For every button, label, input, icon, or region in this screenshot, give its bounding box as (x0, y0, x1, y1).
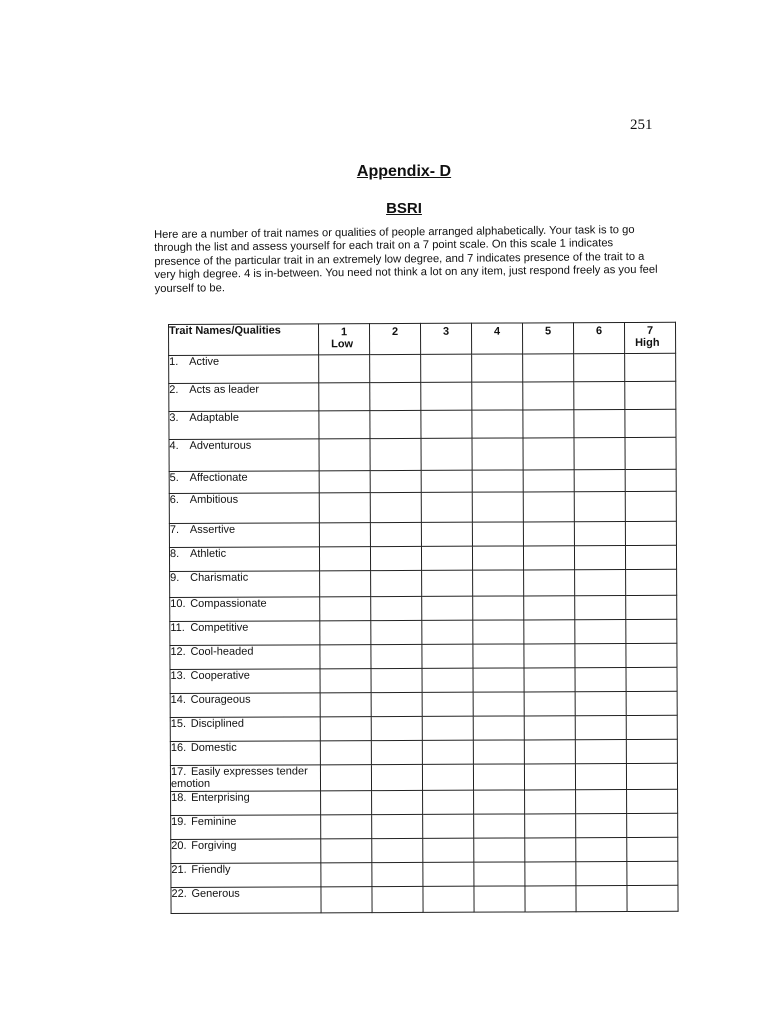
trait-name-cell (169, 439, 319, 472)
trait-number: 13. (170, 669, 186, 682)
rating-cell-7[interactable] (625, 521, 676, 545)
trait-number: 22. (171, 887, 187, 900)
trait-name-cell (171, 791, 321, 816)
trait-number: 5. (169, 471, 179, 484)
rating-cell-4[interactable] (474, 838, 525, 862)
trait-name-cell (170, 645, 320, 670)
rating-cell-4[interactable] (473, 644, 524, 668)
trait-label: Enterprising (191, 791, 250, 804)
rating-cell-4[interactable] (472, 546, 523, 570)
trait-name-cell (169, 493, 319, 524)
scale-header-3 (420, 323, 471, 354)
trait-label: Cooperative (190, 669, 250, 682)
rating-cell-7[interactable] (627, 885, 678, 911)
rating-cell-1[interactable] (320, 669, 371, 693)
rating-cell-1[interactable] (319, 383, 370, 411)
rating-cell-1[interactable] (319, 411, 370, 439)
rating-cell-4[interactable] (472, 492, 523, 522)
trait-label: Generous (191, 887, 240, 900)
rating-cell-4[interactable] (473, 716, 524, 740)
trait-number: 4. (169, 439, 179, 452)
rating-cell-6[interactable] (574, 546, 625, 570)
trait-label: Adventurous (189, 439, 252, 452)
rating-cell-5[interactable] (524, 740, 575, 764)
rating-cell-3[interactable] (423, 838, 474, 862)
rating-cell-4[interactable] (474, 862, 525, 886)
trait-number: 8. (169, 547, 180, 560)
rating-cell-2[interactable] (370, 382, 421, 410)
trait-label: Competitive (190, 621, 249, 634)
rating-cell-2[interactable] (372, 838, 423, 862)
rating-cell-4[interactable] (472, 470, 523, 492)
table-row (171, 813, 678, 839)
rating-cell-5[interactable] (523, 438, 574, 470)
rating-cell-4[interactable] (474, 814, 525, 838)
rating-cell-6[interactable] (576, 838, 627, 862)
rating-cell-3[interactable] (421, 382, 472, 410)
rating-cell-3[interactable] (422, 570, 473, 596)
rating-cell-7[interactable] (626, 763, 677, 789)
table-row (170, 569, 677, 597)
appendix-title: Appendix- D (356, 163, 452, 180)
page-number: 251 (630, 117, 653, 133)
trait-label: Assertive (189, 523, 236, 536)
trait-number: 9. (170, 571, 180, 584)
rating-cell-2[interactable] (371, 570, 422, 596)
trait-number: 18. (171, 791, 187, 804)
rating-cell-6[interactable] (575, 668, 626, 692)
rating-cell-3[interactable] (421, 354, 472, 382)
rating-cell-6[interactable] (574, 438, 625, 470)
rating-cell-2[interactable] (372, 862, 423, 886)
table-row (170, 595, 677, 621)
trait-number: 15. (170, 717, 187, 730)
rating-cell-6[interactable] (574, 492, 625, 522)
rating-cell-7[interactable] (626, 569, 677, 595)
scale-number: 6 (595, 325, 603, 338)
rating-cell-1[interactable] (319, 355, 370, 383)
rating-cell-4[interactable] (473, 764, 524, 790)
trait-name-cell (170, 717, 320, 742)
table-row (171, 789, 678, 815)
rating-cell-6[interactable] (574, 354, 625, 382)
trait-number: 7. (169, 523, 180, 536)
trait-name-cell (170, 669, 320, 694)
table-row (171, 861, 678, 887)
rating-cell-1[interactable] (320, 765, 371, 791)
rating-cell-1[interactable] (319, 439, 370, 471)
trait-name-cell (171, 815, 321, 840)
trait-label: Domestic (190, 741, 237, 754)
rating-cell-6[interactable] (575, 716, 626, 740)
trait-name-cell (171, 839, 321, 864)
table-row (170, 763, 677, 791)
rating-cell-1[interactable] (319, 493, 370, 523)
rating-cell-3[interactable] (422, 740, 473, 764)
rating-cell-4[interactable] (473, 668, 524, 692)
rating-cell-3[interactable] (423, 814, 474, 838)
rating-cell-2[interactable] (371, 668, 422, 692)
trait-number: 10. (170, 597, 186, 610)
rating-cell-3[interactable] (422, 764, 473, 790)
rating-cell-2[interactable] (370, 438, 421, 470)
trait-label: Charismatic (190, 571, 249, 584)
trait-name-cell (170, 597, 320, 622)
rating-cell-7[interactable] (625, 545, 676, 569)
rating-cell-7[interactable] (625, 353, 676, 381)
rating-cell-2[interactable] (370, 522, 421, 546)
rating-cell-2[interactable] (371, 596, 422, 620)
rating-cell-1[interactable] (320, 571, 371, 597)
table-row (169, 353, 676, 383)
trait-name-cell (169, 383, 319, 412)
table-row (170, 691, 677, 717)
rating-cell-7[interactable] (626, 691, 677, 715)
trait-name-cell (169, 547, 319, 572)
table-row (171, 885, 678, 913)
rating-cell-4[interactable] (473, 596, 524, 620)
rating-cell-2[interactable] (370, 354, 421, 382)
rating-cell-5[interactable] (523, 410, 574, 438)
rating-cell-1[interactable] (321, 887, 372, 913)
rating-cell-6[interactable] (576, 862, 627, 886)
rating-cell-5[interactable] (525, 814, 576, 838)
rating-cell-5[interactable] (525, 862, 576, 886)
scale-number: 4 (493, 325, 501, 338)
rating-cell-3[interactable] (421, 438, 472, 470)
table-header-row (169, 322, 676, 355)
rating-cell-7[interactable] (626, 595, 677, 619)
trait-label: Ambitious (189, 493, 239, 506)
trait-name-cell (170, 693, 320, 718)
rating-cell-4[interactable] (473, 570, 524, 596)
rating-cell-1[interactable] (321, 839, 372, 863)
rating-cell-6[interactable] (575, 764, 626, 790)
scale-word: High (635, 336, 660, 349)
scale-number: 1 (340, 326, 348, 339)
rating-cell-5[interactable] (524, 764, 575, 790)
rating-cell-2[interactable] (370, 492, 421, 522)
rating-cell-3[interactable] (421, 470, 472, 492)
rating-cell-3[interactable] (423, 886, 474, 912)
trait-name-cell (171, 863, 321, 888)
rating-cell-5[interactable] (524, 668, 575, 692)
table-row (169, 469, 676, 493)
trait-name-cell (169, 355, 319, 384)
rating-cell-1[interactable] (319, 523, 370, 547)
rating-cell-6[interactable] (574, 410, 625, 438)
rating-cell-1[interactable] (319, 547, 370, 571)
rating-cell-2[interactable] (370, 470, 421, 492)
rating-cell-6[interactable] (575, 620, 626, 644)
table-row (169, 521, 676, 547)
scale-number: 5 (544, 325, 552, 338)
trait-rows (169, 353, 678, 913)
scale-header-5 (522, 323, 573, 354)
rating-table (168, 322, 679, 914)
rating-cell-6[interactable] (576, 814, 627, 838)
rating-cell-2[interactable] (371, 716, 422, 740)
table-row (170, 643, 677, 669)
rating-cell-7[interactable] (626, 739, 677, 763)
trait-number: 6. (169, 493, 179, 506)
trait-label: Affectionate (189, 471, 248, 484)
rating-cell-5[interactable] (523, 546, 574, 570)
table-row (169, 545, 676, 571)
rating-cell-3[interactable] (422, 668, 473, 692)
rating-cell-7[interactable] (627, 813, 678, 837)
rating-cell-6[interactable] (574, 470, 625, 492)
rating-cell-5[interactable] (525, 886, 576, 912)
rating-cell-6[interactable] (575, 740, 626, 764)
trait-number: 11. (170, 621, 185, 634)
rating-cell-4[interactable] (472, 354, 523, 382)
scale-title: BSRI (386, 200, 422, 217)
rating-cell-5[interactable] (523, 382, 574, 410)
rating-cell-4[interactable] (474, 790, 525, 814)
rating-cell-3[interactable] (422, 596, 473, 620)
rating-cell-7[interactable] (625, 409, 676, 437)
trait-number: 1. (169, 355, 179, 368)
rating-cell-2[interactable] (370, 410, 421, 438)
rating-cell-5[interactable] (523, 522, 574, 546)
trait-number: 17. (170, 765, 187, 778)
rating-cell-3[interactable] (422, 644, 473, 668)
trait-number: 2. (169, 383, 179, 396)
rating-cell-4[interactable] (473, 692, 524, 716)
rating-cell-1[interactable] (321, 791, 372, 815)
trait-name-cell (169, 523, 319, 548)
rating-cell-1[interactable] (321, 863, 372, 887)
rating-cell-5[interactable] (524, 570, 575, 596)
rating-cell-2[interactable] (371, 620, 422, 644)
trait-label: Courageous (190, 693, 251, 706)
rating-cell-1[interactable] (320, 597, 371, 621)
trait-label: Forgiving (191, 839, 237, 852)
trait-number: 16. (170, 741, 187, 754)
rating-cell-3[interactable] (422, 620, 473, 644)
rating-cell-1[interactable] (320, 717, 371, 741)
rating-cell-3[interactable] (421, 546, 472, 570)
rating-cell-2[interactable] (371, 764, 422, 790)
rating-cell-4[interactable] (473, 620, 524, 644)
rating-cell-4[interactable] (472, 438, 523, 470)
rating-cell-7[interactable] (625, 491, 676, 521)
rating-table-container (168, 322, 679, 914)
trait-name-cell (170, 741, 320, 766)
rating-cell-1[interactable] (320, 741, 371, 765)
rating-cell-7[interactable] (627, 837, 678, 861)
table-row (170, 619, 677, 645)
rating-cell-7[interactable] (625, 381, 676, 409)
rating-cell-5[interactable] (523, 354, 574, 382)
scale-number: 7 (646, 324, 654, 337)
rating-cell-1[interactable] (319, 471, 370, 493)
trait-label: Compassionate (190, 597, 267, 610)
trait-name-cell (170, 765, 320, 792)
rating-cell-2[interactable] (370, 546, 421, 570)
trait-name-cell (169, 471, 319, 494)
scale-number: 3 (442, 325, 450, 338)
trait-label: Disciplined (190, 717, 244, 730)
rating-cell-7[interactable] (625, 469, 676, 491)
table-row (170, 739, 677, 765)
trait-label: Acts as leader (189, 383, 260, 396)
rating-cell-6[interactable] (575, 644, 626, 668)
rating-cell-3[interactable] (423, 862, 474, 886)
trait-number: 12. (170, 645, 186, 658)
rating-cell-1[interactable] (320, 693, 371, 717)
trait-number: 14. (170, 693, 186, 706)
rating-cell-3[interactable] (422, 716, 473, 740)
rating-cell-7[interactable] (625, 437, 676, 469)
trait-number: 21. (171, 863, 187, 876)
trait-name-cell (170, 571, 320, 598)
rating-cell-7[interactable] (626, 667, 677, 691)
trait-number: 20. (171, 839, 187, 852)
rating-cell-6[interactable] (576, 886, 627, 912)
scale-header-4 (471, 323, 522, 354)
rating-cell-5[interactable] (525, 838, 576, 862)
table-row (169, 409, 676, 439)
trait-number: 19. (171, 815, 187, 828)
rating-cell-2[interactable] (371, 692, 422, 716)
rating-cell-5[interactable] (525, 790, 576, 814)
trait-label: Active (189, 355, 220, 368)
rating-cell-4[interactable] (474, 886, 525, 912)
table-row (169, 491, 676, 523)
trait-label: Friendly (191, 863, 231, 876)
rating-cell-3[interactable] (421, 492, 472, 522)
rating-cell-4[interactable] (472, 382, 523, 410)
rating-cell-2[interactable] (372, 790, 423, 814)
scale-number: 2 (391, 325, 399, 339)
rating-cell-5[interactable] (524, 716, 575, 740)
rating-cell-6[interactable] (575, 570, 626, 596)
rating-cell-5[interactable] (524, 596, 575, 620)
rating-cell-7[interactable] (626, 643, 677, 667)
scale-word: Low (331, 338, 354, 351)
rating-cell-5[interactable] (523, 470, 574, 492)
rating-cell-4[interactable] (472, 410, 523, 438)
table-row (169, 381, 676, 411)
scale-header-1 (319, 324, 370, 355)
rating-cell-6[interactable] (575, 596, 626, 620)
trait-name-cell (171, 887, 321, 914)
trait-label: Feminine (191, 815, 237, 828)
rating-cell-3[interactable] (421, 522, 472, 546)
table-row (170, 667, 677, 693)
scale-header-7 (624, 322, 675, 353)
rating-cell-6[interactable] (576, 790, 627, 814)
rating-cell-2[interactable] (372, 886, 423, 912)
rating-cell-5[interactable] (523, 492, 574, 522)
trait-label: Easily expresses tender emotion (170, 765, 308, 790)
table-row (171, 837, 678, 863)
rating-cell-1[interactable] (320, 621, 371, 645)
trait-number: 3. (169, 411, 179, 424)
rating-cell-1[interactable] (321, 815, 372, 839)
rating-cell-7[interactable] (626, 715, 677, 739)
instructions-paragraph: Here are a number of trait names or qualities of people arranged alphabetically. Your task is to go through the list and assess yourself for each trait on a 7 point scale. On this scale 1 indicates presence of the particular trait in an extremely low degree, and 7 indicates presence of the trait to a very high degree. 4 is in-between. You need not think a lot on any item, just respond freely as you feel yourself to be. (154, 223, 658, 295)
rating-cell-6[interactable] (575, 692, 626, 716)
scale-header-2 (370, 323, 421, 354)
table-row (169, 437, 676, 471)
scale-header-6 (573, 323, 624, 354)
rating-cell-6[interactable] (574, 522, 625, 546)
trait-label: Cool-headed (190, 645, 254, 658)
rating-cell-5[interactable] (524, 692, 575, 716)
trait-label: Athletic (189, 547, 227, 560)
trait-name-cell (170, 621, 320, 646)
trait-name-cell (169, 411, 319, 440)
rating-cell-3[interactable] (423, 790, 474, 814)
trait-label: Adaptable (189, 411, 239, 424)
rating-cell-1[interactable] (320, 645, 371, 669)
rating-cell-2[interactable] (372, 814, 423, 838)
rating-cell-3[interactable] (421, 410, 472, 438)
rating-cell-7[interactable] (626, 619, 677, 643)
rating-cell-5[interactable] (524, 620, 575, 644)
rating-cell-6[interactable] (574, 382, 625, 410)
rating-cell-7[interactable] (627, 789, 678, 813)
table-row (170, 715, 677, 741)
rating-cell-4[interactable] (473, 740, 524, 764)
trait-column-header: Trait Names/Qualities (169, 324, 319, 356)
rating-cell-2[interactable] (371, 644, 422, 668)
rating-cell-5[interactable] (524, 644, 575, 668)
rating-cell-7[interactable] (627, 861, 678, 885)
rating-cell-4[interactable] (472, 522, 523, 546)
rating-cell-2[interactable] (371, 740, 422, 764)
rating-cell-3[interactable] (422, 692, 473, 716)
